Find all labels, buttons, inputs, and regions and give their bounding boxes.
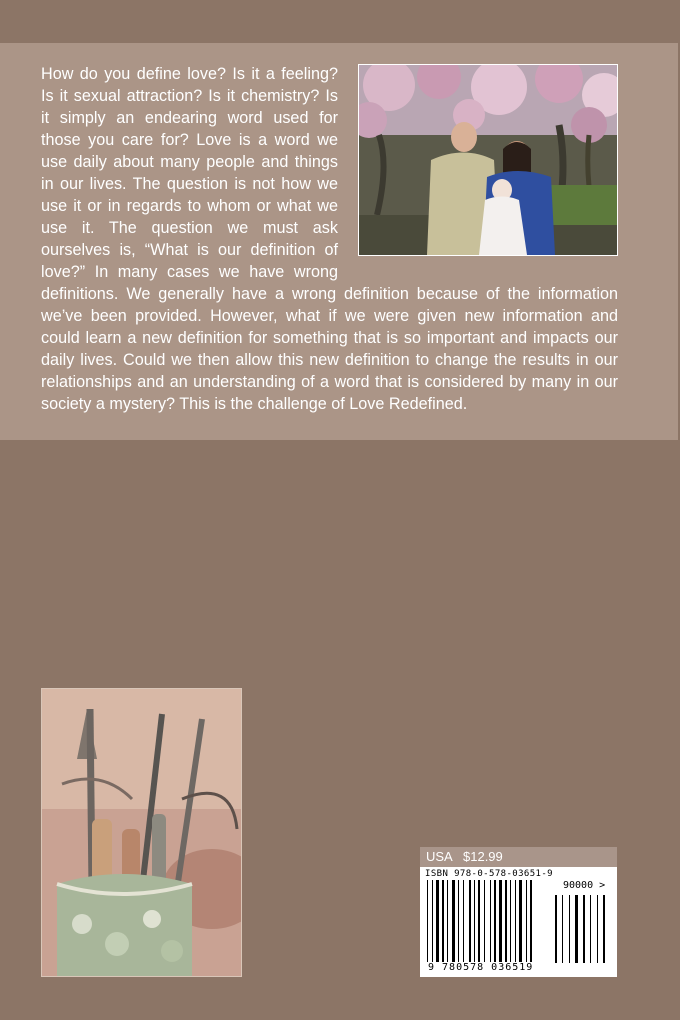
blurb-panel	[0, 43, 678, 440]
tools-photo-image	[42, 689, 241, 976]
price-amount: $12.99	[463, 849, 503, 864]
blurb-paragraph: How do you define love? Is it a feeling? Is it sexual attraction? Is it chemistry? Is it simply an endearing word used for those you care for? Love is a word we use daily about many people and things in our lives. The question is not how we use it or in regards to whom or what we use it. The question we must ask ourselves is, “What is our definition of love?” In many cases we have wrong definitions. We generally have a wrong definition because of the information we’ve been provided. However, what if we were given new information and could learn a new definition for something that is so important and impacts our daily lives. Could we then allow this new definition to change the results in our relationships and an understanding of a word that is considered by many in our society a mystery? This is the challenge of Love Redefined.	[41, 65, 618, 413]
tools-photo	[41, 688, 242, 977]
family-photo	[358, 64, 618, 256]
ean-digits: 9 780578 036519	[428, 962, 534, 973]
blurb-text	[41, 63, 618, 415]
isbn-barcode	[420, 867, 617, 977]
isbn-number: ISBN 978-0-578-03651-9	[425, 869, 554, 879]
price-addon-number: 90000 >	[563, 880, 606, 891]
price-label	[420, 847, 617, 867]
family-photo-image	[359, 65, 617, 255]
price-country: USA	[426, 849, 453, 864]
